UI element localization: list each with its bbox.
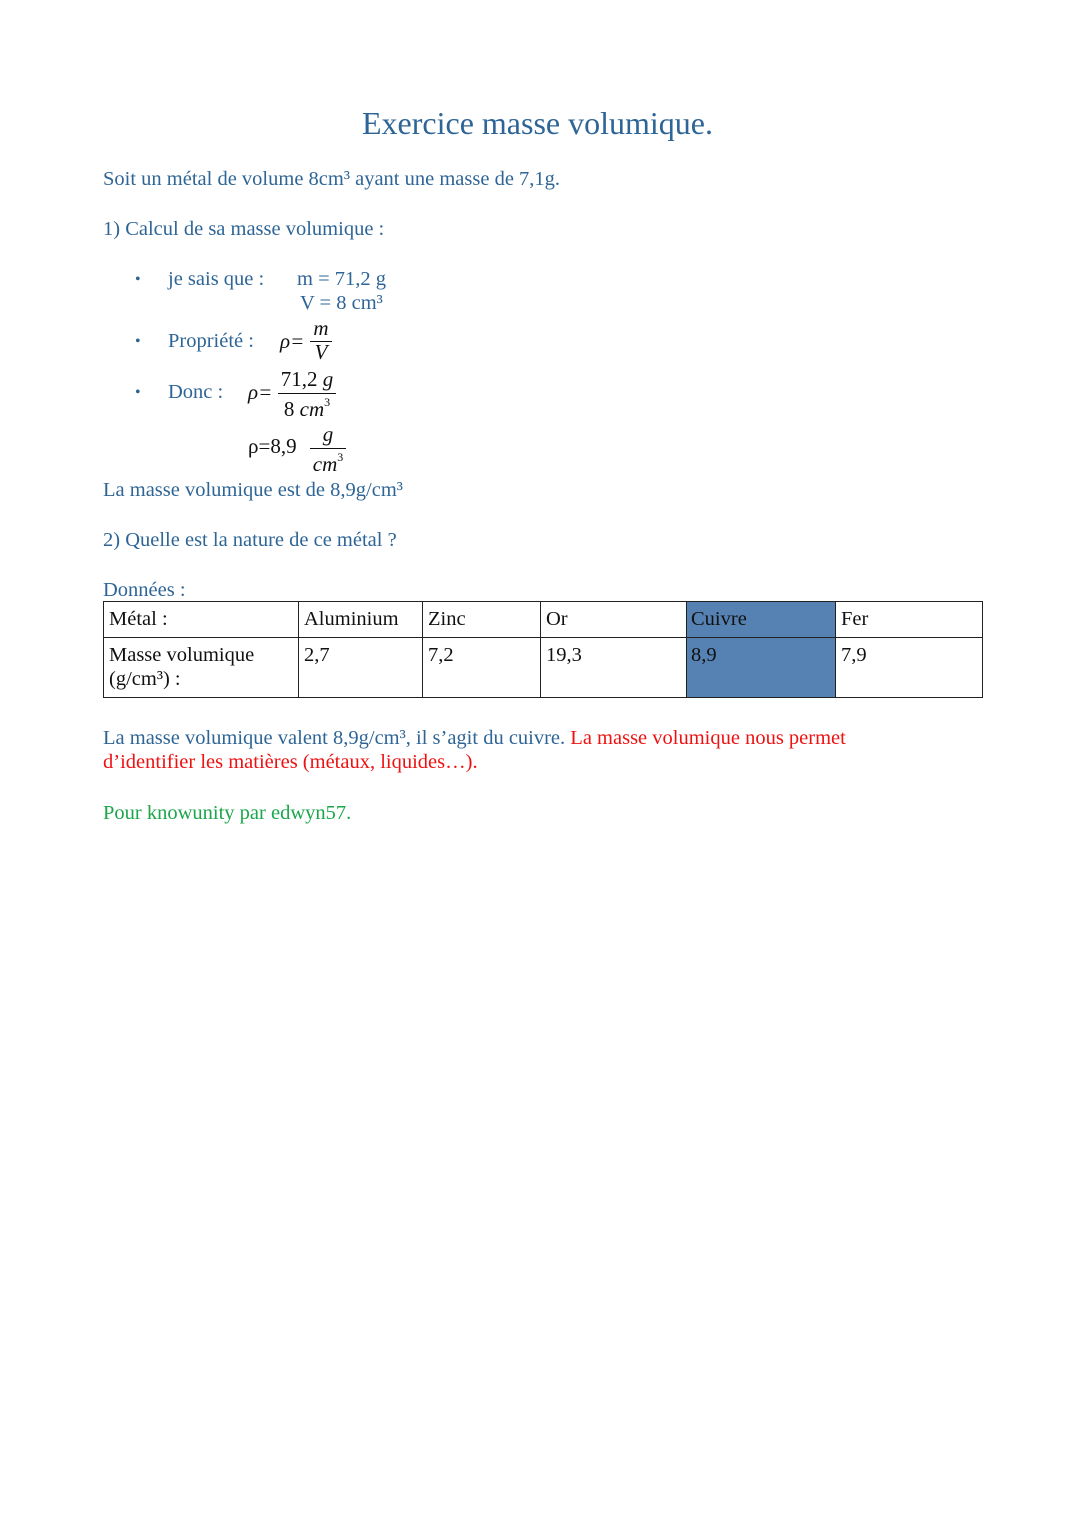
bullet-icon: • xyxy=(135,384,141,401)
fraction-numerator: m xyxy=(313,316,329,340)
table-cell: Fer xyxy=(836,602,983,638)
property-formula-lhs: ρ= xyxy=(280,329,305,353)
table-cell: Masse volumique (g/cm³) : xyxy=(104,638,299,698)
page-title: Exercice masse volumique. xyxy=(362,105,713,141)
fraction-numerator: 71,2 g xyxy=(280,367,334,391)
table-cell-highlighted: 8,9 xyxy=(687,638,836,698)
table-cell: Or xyxy=(541,602,687,638)
answer-line-1: La masse volumique valent 8,9g/cm³, il s’agit du cuivre. La masse volumique nous permet xyxy=(103,727,846,749)
table-cell: 7,2 xyxy=(423,638,541,698)
fraction-denominator: 8 $cm^3$ xyxy=(283,395,331,421)
table-row xyxy=(104,602,983,638)
part1-conclusion: La masse volumique est de 8,9g/cm³ xyxy=(103,479,403,501)
table-cell-highlighted: Cuivre xyxy=(687,602,836,638)
property-fraction xyxy=(310,317,332,365)
step1-lhs: ρ= xyxy=(248,380,273,404)
density-table xyxy=(103,601,983,698)
table-cell: Zinc xyxy=(423,602,541,638)
known-mass: m = 71,2 g xyxy=(297,268,387,290)
footer-credit: Pour knowunity par edwyn57. xyxy=(103,802,352,824)
fraction-bar xyxy=(310,448,346,449)
part2-heading: 2) Quelle est la nature de ce métal ? xyxy=(103,529,397,551)
fraction-bar xyxy=(278,393,336,394)
table-row xyxy=(104,638,983,698)
table-cell: 19,3 xyxy=(541,638,687,698)
table-cell: Métal : xyxy=(104,602,299,638)
table-cell: Aluminium xyxy=(299,602,423,638)
answer-line-2: d’identifier les matières (métaux, liquides…). xyxy=(103,751,478,773)
bullet-icon: • xyxy=(135,271,141,288)
known-volume: V = 8 cm³ xyxy=(300,292,383,314)
table-cell: 7,9 xyxy=(836,638,983,698)
step1-fraction xyxy=(278,367,336,421)
property-label: Propriété : xyxy=(168,330,254,352)
bullet-icon: • xyxy=(135,333,141,350)
known-label: je sais que : xyxy=(168,268,265,290)
donc-label: Donc : xyxy=(168,381,224,403)
intro-text: Soit un métal de volume 8cm³ ayant une masse de 7,1g. xyxy=(103,168,561,190)
fraction-denominator: V xyxy=(314,340,328,364)
data-label: Données : xyxy=(103,579,186,601)
step2-lhs: ρ=8,9 xyxy=(248,434,297,458)
table-cell: 2,7 xyxy=(299,638,423,698)
fraction-denominator: $cm^3$ xyxy=(312,450,344,476)
fraction-numerator: g xyxy=(322,422,334,446)
step2-fraction xyxy=(310,423,346,475)
part1-heading: 1) Calcul de sa masse volumique : xyxy=(103,218,385,240)
